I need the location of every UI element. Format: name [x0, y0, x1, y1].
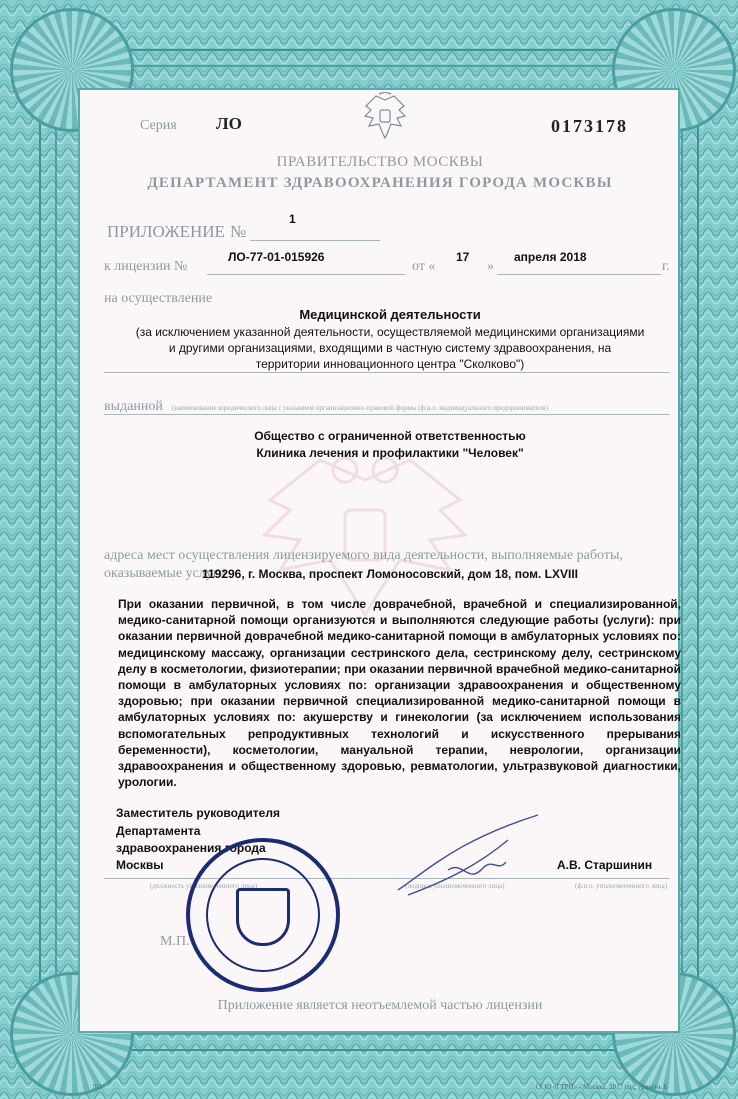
address-value: 119296, г. Москва, проспект Ломоносовский, дом 18, пом. LXVIII	[201, 567, 579, 581]
series-value: ЛО	[216, 114, 242, 133]
license-date-from-label: от «	[412, 259, 436, 274]
activity-title: Медицинской деятельности	[299, 307, 481, 322]
activity-line-3: территории инновационного центра "Сколково")	[255, 357, 525, 371]
organization-line-2: Клиника лечения и профилактики "Человек"	[256, 446, 524, 460]
activity-line-2: и другими организациями, входящими в частную систему здравоохранения, на	[168, 341, 612, 355]
address-label-line-2: оказываемые услуги	[104, 566, 227, 581]
hint-name: (ф.и.о. уполномоченного лица)	[575, 882, 668, 890]
hint-position: (должность уполномоченного лица)	[150, 882, 258, 890]
issued-label: выданной	[104, 399, 163, 414]
seal-coat-of-arms-icon	[236, 888, 290, 946]
government-title: ПРАВИТЕЛЬСТВО МОСКВЫ	[276, 154, 484, 170]
hint-signature: (подпись уполномоченного лица)	[405, 882, 505, 890]
official-seal-stamp	[186, 838, 340, 992]
blank-number: 0173178	[551, 116, 628, 136]
signatory-position-line-3: здравоохранения города	[116, 841, 266, 855]
coat-of-arms-emblem	[362, 92, 408, 140]
print-code-right: ООО «ГТРИ» - Москва, 2017 год, уровень Б	[536, 1083, 668, 1091]
activity-label: на осуществление	[104, 291, 213, 306]
services-text: При оказании первичной, в том числе доврачебной, врачебной и специализированной, медико-санитарной помощи организуются и выполняются следующие работы (услуги): при оказании первичной доврачебной медико-санитарной помощи в амбулаторных условиях по: медицинскому массажу, организации сестринского дела, сестринскому делу, сестринскому делу в косметологии, физиотерапии; при оказании первичной врачебной медико-санитарной помощи в амбулаторных условиях по: организации здравоохранения и общественному здоровью; при оказании первичной специализированной медико-санитарной помощи в амбулаторных условиях по: акушерству и гинекологии (за исключением использования вспомогательных репродуктивных технологий и искусственного прерывания беременности), косметологии, мануальной терапии, неврологии, организации здравоохранения и общественному здоровью, ревматологии, ультразвуковой диагностики, урологии.	[118, 597, 681, 790]
appendix-number-sign: №	[230, 222, 247, 241]
issued-underline	[104, 414, 670, 415]
signatory-position-line-1: Заместитель руководителя	[116, 806, 280, 820]
license-label: к лицензии №	[104, 259, 188, 274]
license-year-suffix: г.	[662, 259, 670, 274]
series-label: Серия	[140, 118, 177, 133]
license-number-line	[207, 274, 405, 275]
license-number: ЛО-77-01-015926	[228, 250, 325, 264]
license-date-line	[497, 274, 661, 275]
activity-underline	[104, 372, 670, 373]
license-day: 17	[456, 250, 470, 264]
footer-note: Приложение является неотъемлемой частью лицензии	[217, 998, 543, 1013]
license-date-quote-close: »	[487, 259, 494, 274]
appendix-number-line	[250, 240, 380, 241]
appendix-number-value: 1	[289, 212, 296, 226]
print-code-left: ЛО	[92, 1083, 102, 1091]
activity-line-1: (за исключением указанной деятельности, осуществляемой медицинскими организациями	[135, 325, 645, 339]
signatory-position-line-2: Департамента	[116, 824, 201, 838]
license-month-year: апреля 2018	[514, 250, 587, 264]
signatory-underline	[104, 878, 670, 879]
signatory-name: А.В. Старшинин	[557, 858, 653, 872]
address-label-line-1: адреса мест осуществления лицензируемого вида деятельности, выполняемые работы,	[104, 548, 623, 563]
seal-place-label: М.П.	[160, 934, 190, 949]
department-title: ДЕПАРТАМЕНТ ЗДРАВООХРАНЕНИЯ ГОРОДА МОСКВЫ	[147, 175, 613, 191]
handwritten-signature	[388, 810, 548, 900]
issued-hint: (наименование юридического лица с указанием организационно-правовой формы (ф.и.о. индивидуального предпринимателя)	[172, 404, 548, 412]
organization-line-1: Общество с ограниченной ответственностью	[254, 429, 526, 443]
signatory-position-line-4: Москвы	[116, 858, 164, 872]
appendix-label: ПРИЛОЖЕНИЕ	[107, 222, 225, 241]
